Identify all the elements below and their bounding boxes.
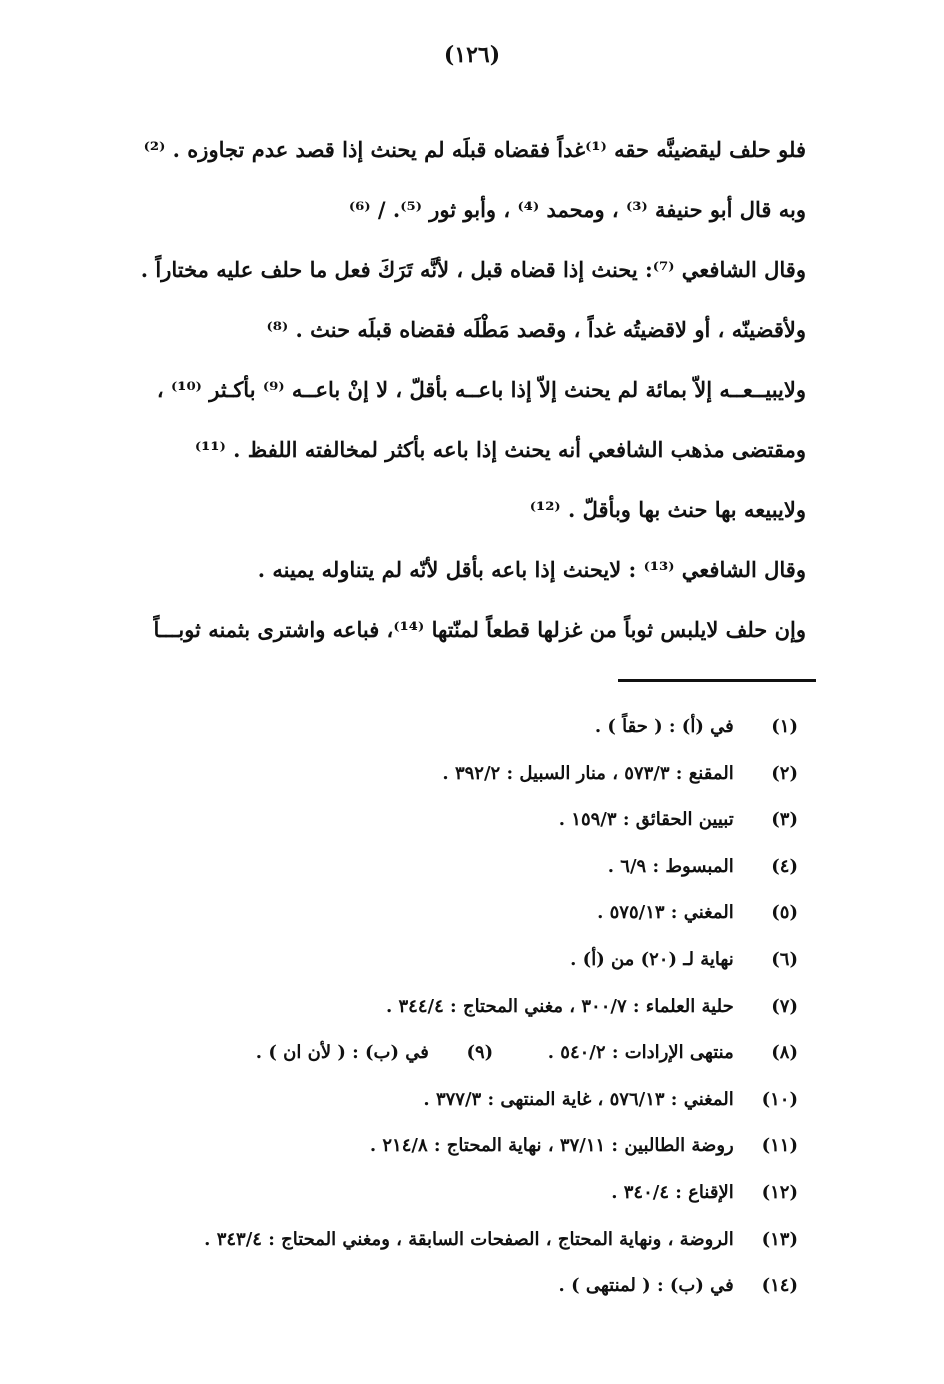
footnote-item — [100, 1077, 798, 1124]
footnotes — [100, 704, 798, 1310]
footnote-text: في (ب) : ( لمنتهى ) . — [558, 1275, 734, 1297]
page-number: (١٢٦) — [443, 42, 501, 68]
footnote-item — [100, 1123, 798, 1170]
footnote-text: في (ب) : ( لأن ان ) . — [255, 1042, 429, 1064]
footnote-number: (١) — [771, 716, 798, 737]
footnote-item — [100, 751, 798, 798]
footnote-text: حلية العلماء : ٣٠٠/٧ ، مغني المحتاج : ٣٤٤/٤ . — [385, 995, 734, 1017]
footnote-number: (١٤) — [761, 1275, 798, 1297]
body-text — [90, 120, 806, 660]
footnote-item — [100, 704, 798, 751]
footnote-number: (٥) — [771, 902, 798, 924]
footnote-number: (٢) — [771, 762, 798, 784]
footnote-text: في (أ) : ( حقاً ) . — [594, 716, 734, 737]
footnote-number: (١٣) — [761, 1228, 798, 1250]
footnote-number: (٩) — [466, 1042, 494, 1064]
body-line: وإن حلف لايلبس ثوباً من غزلها قطعاً لمنّتها ⁽¹⁴⁾، فباعه واشترى بثمنه ثوبـــاً — [153, 617, 806, 642]
footnote-text: روضة الطالبين : ٣٧/١١ ، نهاية المحتاج : ٢١٤/٨ . — [369, 1135, 734, 1157]
body-line: وقال الشافعي ⁽⁷⁾: يحنث إذا قضاه قبل ، لأنَّه تَرَكَ فعل ما حلف عليه مختاراً . — [140, 257, 806, 282]
footnote-text: منتهى الإرادات : ٥٤٠/٢ . — [547, 1042, 734, 1064]
footnote-number: (٣) — [771, 809, 798, 831]
footnote-item — [100, 797, 798, 844]
footnote-item — [100, 890, 798, 937]
footnote-text: المغني : ٥٧٥/١٣ . — [597, 902, 734, 924]
footnote-number: (٦) — [771, 948, 798, 970]
footnote-text: المقنع : ٥٧٣/٣ ، منار السبيل : ٣٩٢/٢ . — [442, 762, 734, 784]
footnote-item — [100, 1263, 798, 1310]
footnote-item — [100, 937, 798, 984]
body-line: وقال الشافعي ⁽¹³⁾ : لايحنث إذا باعه بأقل لأنّه لم يتناوله يمينه . — [257, 557, 806, 582]
footnote-item — [100, 1030, 798, 1077]
body-line: ومقتضى مذهب الشافعي أنه يحنث إذا باعه بأكثر لمخالفته اللفظ . ⁽¹¹⁾ — [194, 437, 806, 462]
footnote-number: (١٠) — [761, 1088, 798, 1110]
footnote-number: (٧) — [771, 995, 798, 1017]
body-line: ولايبيــعــه إلاّ بمائة لم يحنث إلاّ إذا باعــه بأقلّ ، لا إنْ باعــه ⁽⁹⁾ بأكـثر ⁽¹⁰⁾ ، — [156, 377, 806, 402]
footnote-number: (٨) — [771, 1042, 798, 1064]
footnote-number: (١١) — [761, 1135, 798, 1157]
footnote-text: الإقناع : ٣٤٠/٤ . — [611, 1181, 734, 1203]
body-line: فلو حلف ليقضينَّه حقه ⁽¹⁾غداً فقضاه قبلَه لم يحنث إذا قصد عدم تجاوزه . ⁽²⁾ — [143, 137, 806, 162]
footnote-separator — [618, 679, 816, 682]
footnote-number: (١٢) — [761, 1181, 798, 1203]
footnote-text: نهاية لـ (٢٠) من (أ) . — [570, 948, 734, 970]
footnote-item — [100, 984, 798, 1031]
footnote-item — [100, 1170, 798, 1217]
body-line: وبه قال أبو حنيفة ⁽³⁾ ، ومحمد ⁽⁴⁾ ، وأبو ثور ⁽⁵⁾. / ⁽⁶⁾ — [348, 197, 806, 222]
body-line: ولأقضينّه ، أو لاقضيتُه غداً ، وقصد مَطْلَه فقضاه قبلَه حنث . ⁽⁸⁾ — [266, 317, 806, 342]
footnote-text: الروضة ، ونهاية المحتاج ، الصفحات السابقة ، ومغني المحتاج : ٣٤٣/٤ . — [204, 1228, 734, 1250]
footnote-item — [100, 844, 798, 891]
footnote-item — [100, 1217, 798, 1264]
footnote-text: المبسوط : ٦/٩ . — [607, 855, 734, 877]
footnote-number: (٤) — [771, 855, 798, 877]
footnote-text: المغني : ٥٧٦/١٣ ، غاية المنتهى : ٣٧٧/٣ . — [423, 1088, 734, 1110]
footnote-text: تبيين الحقائق : ١٥٩/٣ . — [558, 809, 734, 831]
body-line: ولايبيعه بها حنث بها وبأقلّ . ⁽¹²⁾ — [529, 497, 806, 522]
